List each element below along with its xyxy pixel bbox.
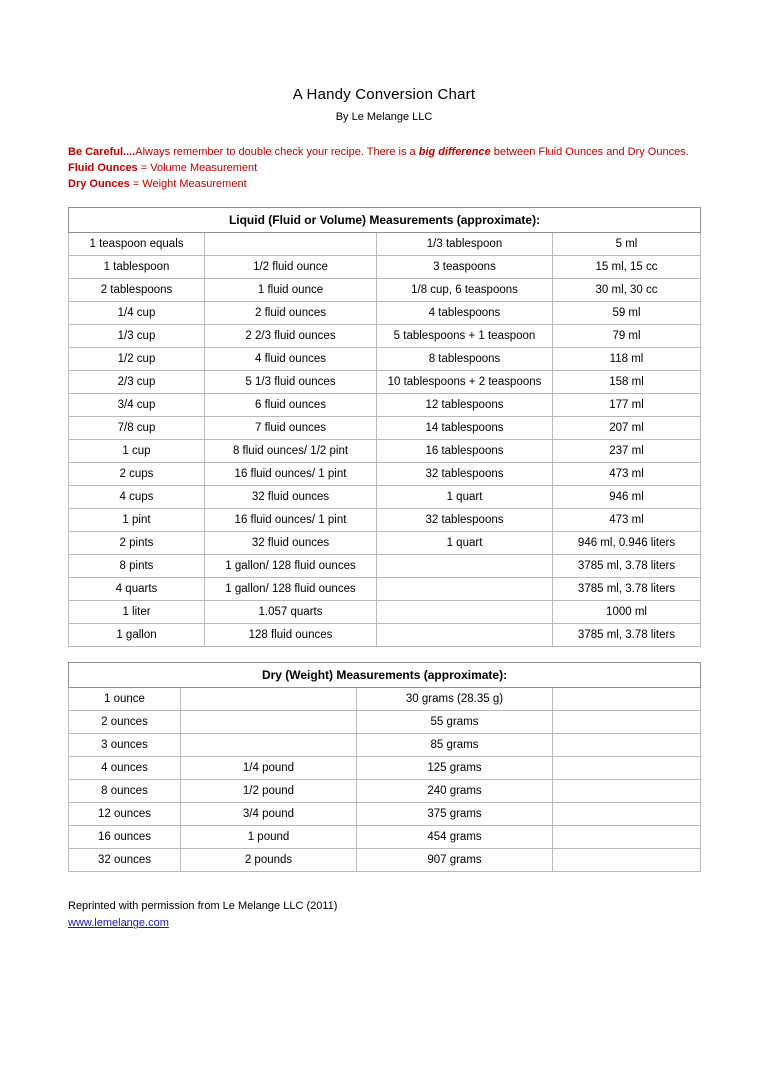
dry-ounces-label: Dry Ounces [68,177,130,190]
dry-ounces-value: = Weight Measurement [129,177,247,190]
table-cell: 1/8 cup, 6 teaspoons [377,278,553,301]
table-row [69,508,701,531]
table-cell: 118 ml [553,347,701,370]
table-row [69,802,701,825]
table-cell: 3785 ml, 3.78 liters [553,623,701,646]
table-cell: 473 ml [553,462,701,485]
table-row [69,462,701,485]
table-cell: 1/2 fluid ounce [205,255,377,278]
table-cell: 4 fluid ounces [205,347,377,370]
table-cell: 32 ounces [69,848,181,871]
table-row [69,301,701,324]
table-cell: 59 ml [553,301,701,324]
table-cell: 55 grams [357,710,553,733]
table-cell [553,779,701,802]
table-cell [377,623,553,646]
table-row [69,600,701,623]
table-row [69,733,701,756]
table-cell [181,687,357,710]
table-row [69,324,701,347]
footer-website-link[interactable]: www.lemelange.com [68,917,169,930]
table-cell [553,825,701,848]
table-row [69,825,701,848]
table-cell: 16 fluid ounces/ 1 pint [205,508,377,531]
table-cell: 207 ml [553,416,701,439]
table-row [69,756,701,779]
table-row [69,779,701,802]
warning-line-1 [68,145,768,161]
table-cell: 2 2/3 fluid ounces [205,324,377,347]
table-cell: 1/3 cup [69,324,205,347]
table-cell: 32 fluid ounces [205,485,377,508]
table-cell: 1 tablespoon [69,255,205,278]
table-cell [553,710,701,733]
table-cell: 237 ml [553,439,701,462]
table-cell: 1 gallon [69,623,205,646]
table-cell: 1 quart [377,485,553,508]
table-cell [553,733,701,756]
fluid-ounces-value: = Volume Measurement [137,161,258,174]
table-cell: 125 grams [357,756,553,779]
table-cell: 15 ml, 15 cc [553,255,701,278]
table-cell: 4 ounces [69,756,181,779]
page-title: A Handy Conversion Chart [292,86,476,103]
table-cell: 4 tablespoons [377,301,553,324]
table-cell: 1/2 pound [181,779,357,802]
table-row [69,370,701,393]
table-cell: 2 fluid ounces [205,301,377,324]
table-row [69,278,701,301]
table-cell: 158 ml [553,370,701,393]
table-cell [377,577,553,600]
document-page [0,86,768,1080]
table-row [69,531,701,554]
table-row [69,393,701,416]
table-cell: 14 tablespoons [377,416,553,439]
warning-emphasis: big difference [418,146,491,158]
table-row [69,416,701,439]
table-cell: 2 pounds [181,848,357,871]
table-row [69,232,701,255]
table-cell: 3 ounces [69,733,181,756]
table-cell [553,756,701,779]
table-cell: 5 tablespoons + 1 teaspoon [377,324,553,347]
table-cell: 1 ounce [69,687,181,710]
table-cell: 5 ml [553,232,701,255]
table-row [69,577,701,600]
table-row [69,347,701,370]
table-cell: 128 fluid ounces [205,623,377,646]
table-row [69,554,701,577]
liquid-measurements-table [68,207,701,647]
liquid-section-header: Liquid (Fluid or Volume) Measurements (approximate): [69,207,701,232]
liquid-table-wrapper [68,207,700,647]
table-cell: 16 fluid ounces/ 1 pint [205,462,377,485]
table-cell: 1/2 cup [69,347,205,370]
table-cell: 5 1/3 fluid ounces [205,370,377,393]
table-cell: 32 fluid ounces [205,531,377,554]
table-cell: 79 ml [553,324,701,347]
table-cell: 4 quarts [69,577,205,600]
table-cell: 1 pound [181,825,357,848]
table-cell: 240 grams [357,779,553,802]
table-cell: 1 quart [377,531,553,554]
table-cell: 1 gallon/ 128 fluid ounces [205,554,377,577]
table-cell: 2 cups [69,462,205,485]
liquid-section-row [69,207,701,232]
table-cell: 1 gallon/ 128 fluid ounces [205,577,377,600]
table-cell: 1/4 pound [181,756,357,779]
table-row [69,623,701,646]
table-cell: 3785 ml, 3.78 liters [553,577,701,600]
warning-line-fluid [68,161,768,177]
table-cell [205,232,377,255]
warning-text-2: between Fluid Ounces and Dry Ounces. [490,146,689,158]
warning-text-1: Always remember to double check your recipe. There is a [135,146,419,158]
footer-credit: Reprinted with permission from Le Melange LLC (2011) [68,899,338,912]
table-row [69,439,701,462]
table-cell [377,554,553,577]
table-row [69,687,701,710]
table-cell: 3/4 pound [181,802,357,825]
table-cell [181,710,357,733]
dry-section-header: Dry (Weight) Measurements (approximate): [69,662,701,687]
table-cell: 4 cups [69,485,205,508]
table-cell [553,802,701,825]
table-cell: 12 tablespoons [377,393,553,416]
table-cell: 1 cup [69,439,205,462]
table-cell: 30 grams (28.35 g) [357,687,553,710]
dry-table-wrapper [68,662,700,872]
table-row [69,485,701,508]
table-row [69,710,701,733]
table-cell: 16 tablespoons [377,439,553,462]
table-cell: 32 tablespoons [377,508,553,531]
table-cell: 2 ounces [69,710,181,733]
table-cell: 85 grams [357,733,553,756]
table-cell: 8 tablespoons [377,347,553,370]
table-cell: 1 liter [69,600,205,623]
table-cell [377,600,553,623]
table-cell: 1000 ml [553,600,701,623]
warning-lead: Be Careful.... [68,146,136,158]
table-cell: 1 pint [69,508,205,531]
table-cell: 32 tablespoons [377,462,553,485]
table-cell: 1 teaspoon equals [69,232,205,255]
table-cell: 375 grams [357,802,553,825]
table-cell: 6 fluid ounces [205,393,377,416]
table-cell [553,848,701,871]
table-cell: 2 pints [69,531,205,554]
table-row [69,255,701,278]
table-cell: 16 ounces [69,825,181,848]
warning-block [68,145,768,193]
table-row [69,848,701,871]
table-cell: 8 ounces [69,779,181,802]
table-cell: 8 pints [69,554,205,577]
page-byline: By Le Melange LLC [335,111,433,123]
table-cell: 1/4 cup [69,301,205,324]
table-cell: 2 tablespoons [69,278,205,301]
table-cell: 30 ml, 30 cc [553,278,701,301]
table-cell: 177 ml [553,393,701,416]
table-cell: 2/3 cup [69,370,205,393]
table-cell: 7/8 cup [69,416,205,439]
table-cell: 3/4 cup [69,393,205,416]
dry-table-body [69,662,701,871]
table-cell: 12 ounces [69,802,181,825]
table-cell: 8 fluid ounces/ 1/2 pint [205,439,377,462]
table-cell: 454 grams [357,825,553,848]
fluid-ounces-label: Fluid Ounces [68,161,138,174]
table-cell: 1.057 quarts [205,600,377,623]
table-cell: 473 ml [553,508,701,531]
table-cell: 907 grams [357,848,553,871]
dry-measurements-table [68,662,701,872]
table-cell: 946 ml, 0.946 liters [553,531,701,554]
table-cell: 7 fluid ounces [205,416,377,439]
liquid-table-body [69,207,701,646]
table-cell: 10 tablespoons + 2 teaspoons [377,370,553,393]
table-cell: 946 ml [553,485,701,508]
table-cell [181,733,357,756]
footer [68,898,768,933]
table-cell: 1/3 tablespoon [377,232,553,255]
table-cell: 3785 ml, 3.78 liters [553,554,701,577]
table-cell: 3 teaspoons [377,255,553,278]
table-cell [553,687,701,710]
table-cell: 1 fluid ounce [205,278,377,301]
dry-section-row [69,662,701,687]
warning-line-dry [68,177,768,193]
